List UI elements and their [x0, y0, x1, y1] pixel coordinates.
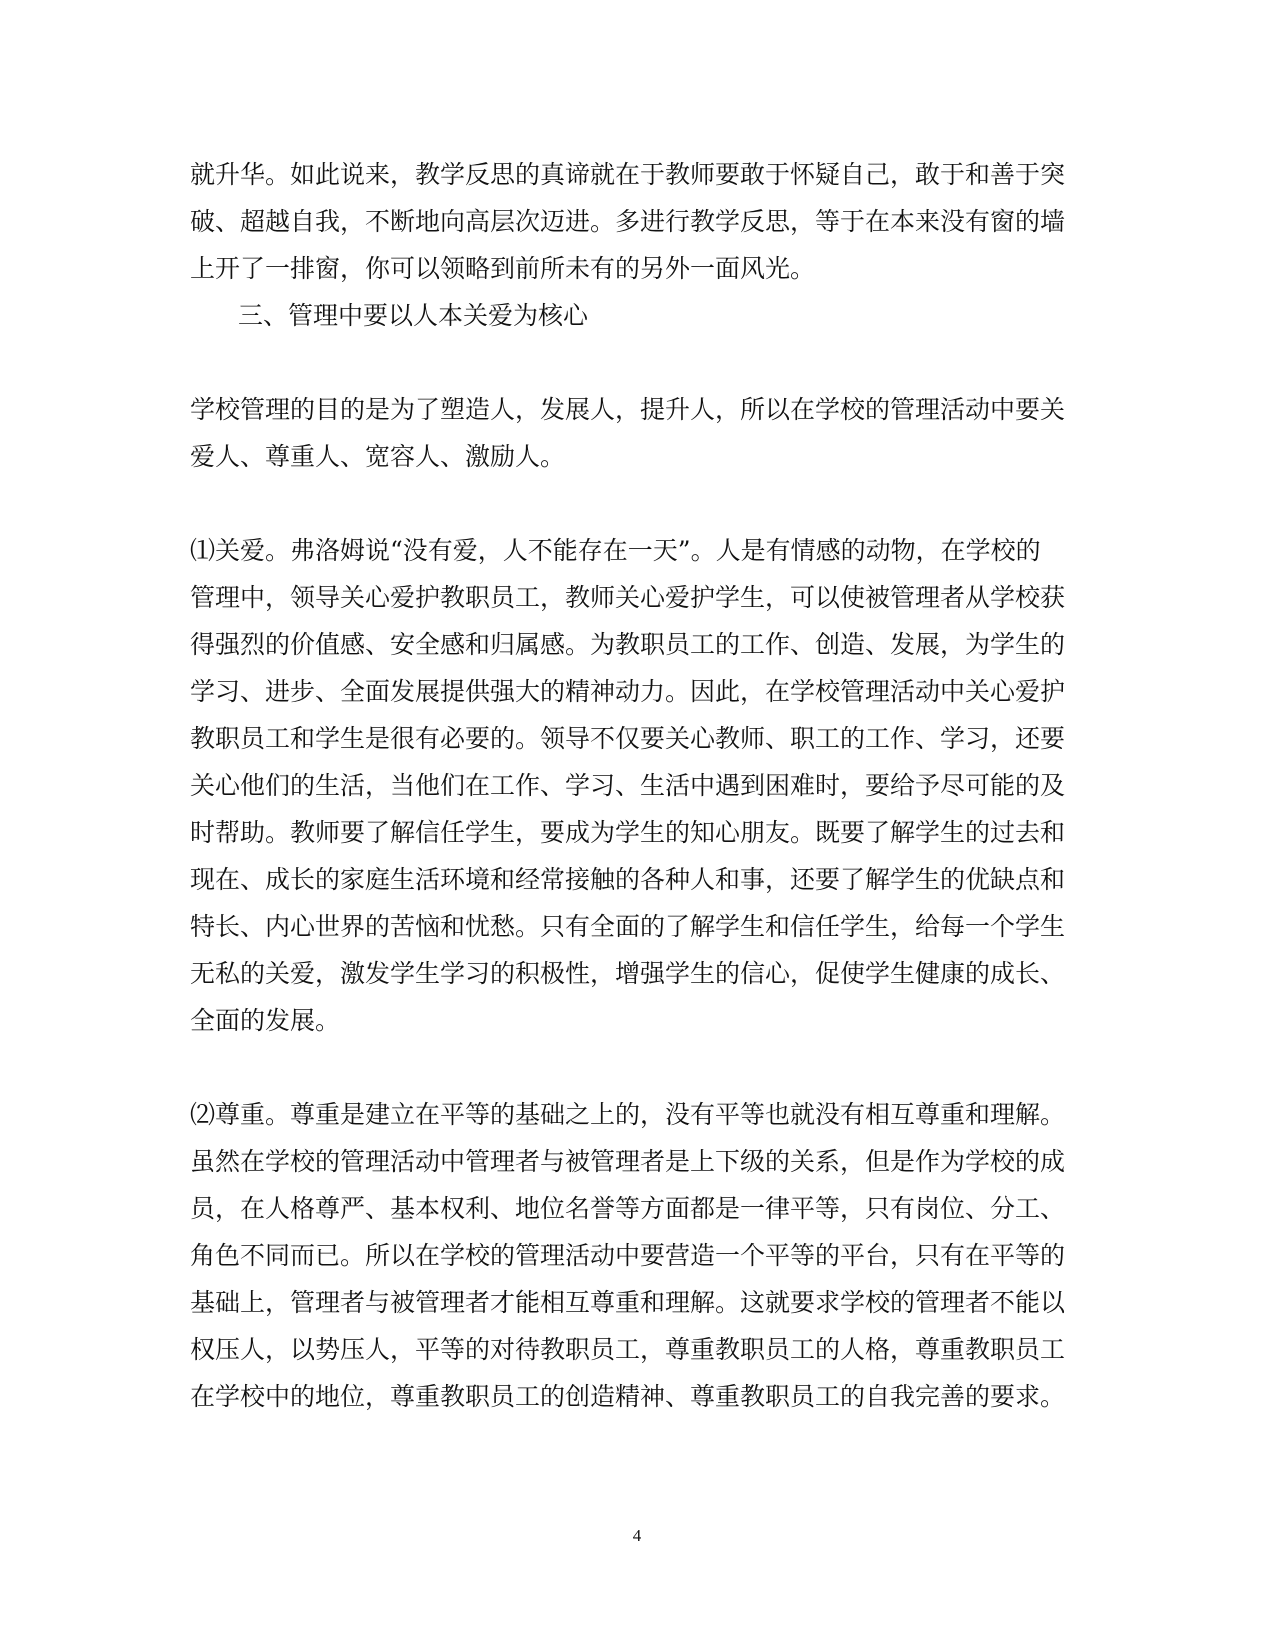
- paragraph-line: 上开了一排窗，你可以领略到前所未有的另外一面风光。: [190, 254, 816, 283]
- paragraph-line: 教职员工和学生是很有必要的。领导不仅要关心教师、职工的工作、学习，还要: [190, 724, 1066, 753]
- paragraph-line: 爱人、尊重人、宽容人、激励人。: [190, 442, 566, 471]
- page-number: 4: [632, 1526, 642, 1545]
- paragraph-line: 得强烈的价值感、安全感和归属感。为教职员工的工作、创造、发展，为学生的: [190, 630, 1066, 659]
- paragraph-line: 特长、内心世界的苦恼和忧愁。只有全面的了解学生和信任学生，给每一个学生: [190, 912, 1066, 941]
- paragraph-line: 学习、进步、全面发展提供强大的精神动力。因此，在学校管理活动中关心爱护: [190, 677, 1066, 706]
- paragraph-line: ⑵尊重。尊重是建立在平等的基础之上的，没有平等也就没有相互尊重和理解。: [190, 1100, 1066, 1129]
- paragraph-line: 就升华。如此说来，教学反思的真谛就在于教师要敢于怀疑自己，敢于和善于突: [190, 160, 1066, 189]
- paragraph-line: 权压人，以势压人，平等的对待教职员工，尊重教职员工的人格，尊重教职员工: [190, 1335, 1066, 1364]
- paragraph-line: 关心他们的生活，当他们在工作、学习、生活中遇到困难时，要给予尽可能的及: [190, 771, 1066, 800]
- paragraph-line: ⑴关爱。弗洛姆说“没有爱，人不能存在一天”。人是有情感的动物，在学校的: [190, 536, 1041, 565]
- paragraph-line: 学校管理的目的是为了塑造人，发展人，提升人，所以在学校的管理活动中要关: [190, 395, 1066, 424]
- paragraph-line: 在学校中的地位，尊重教职员工的创造精神、尊重教职员工的自我完善的要求。: [190, 1382, 1066, 1411]
- paragraph-line: 员，在人格尊严、基本权利、地位名誉等方面都是一律平等，只有岗位、分工、: [190, 1194, 1066, 1223]
- paragraph-line: 管理中，领导关心爱护教职员工，教师关心爱护学生，可以使被管理者从学校获: [190, 583, 1066, 612]
- paragraph-line: 破、超越自我，不断地向高层次迈进。多进行教学反思，等于在本来没有窗的墙: [190, 207, 1066, 236]
- paragraph-line: 现在、成长的家庭生活环境和经常接触的各种人和事，还要了解学生的优缺点和: [190, 865, 1066, 894]
- paragraph-line: 虽然在学校的管理活动中管理者与被管理者是上下级的关系，但是作为学校的成: [190, 1147, 1066, 1176]
- paragraph-line: 无私的关爱，激发学生学习的积极性，增强学生的信心，促使学生健康的成长、: [190, 959, 1066, 988]
- section-heading: 三、管理中要以人本关爱为核心: [238, 301, 589, 330]
- paragraph-line: 时帮助。教师要了解信任学生，要成为学生的知心朋友。既要了解学生的过去和: [190, 818, 1066, 847]
- paragraph-line: 基础上，管理者与被管理者才能相互尊重和理解。这就要求学校的管理者不能以: [190, 1288, 1066, 1317]
- paragraph-line: 全面的发展。: [190, 1006, 341, 1035]
- paragraph-line: 角色不同而已。所以在学校的管理活动中要营造一个平等的平台，只有在平等的: [190, 1241, 1066, 1270]
